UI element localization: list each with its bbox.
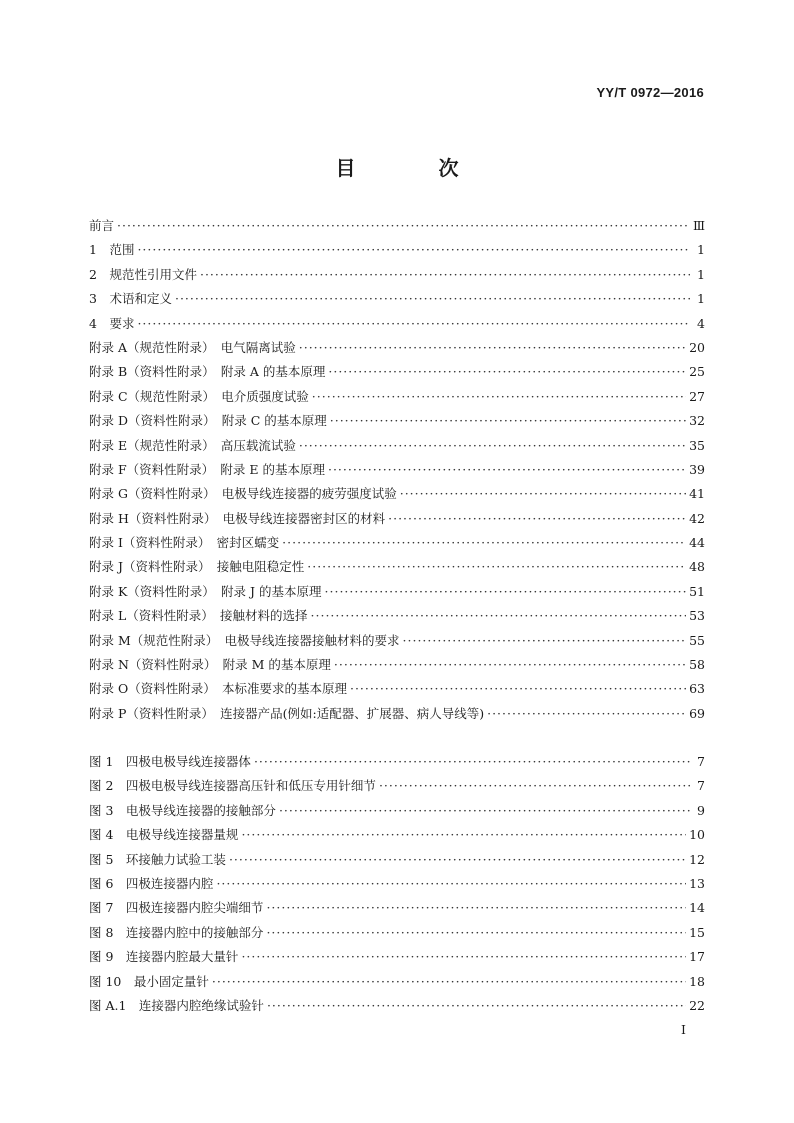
figure-entry-page: 7: [697, 778, 705, 794]
dot-leader: [311, 608, 687, 623]
figure-entry[interactable]: [89, 801, 705, 825]
toc-entry-page: 39: [689, 461, 705, 477]
figure-entry[interactable]: [89, 996, 705, 1020]
toc-entry-label: 4 要求: [89, 315, 135, 331]
dot-leader: [312, 389, 686, 404]
toc-entry-page: 32: [689, 413, 705, 429]
figure-entry-page: 9: [697, 802, 705, 818]
dot-leader: [328, 364, 686, 379]
dot-leader: [350, 681, 686, 696]
toc-entry-label: 附录 H（资料性附录） 电极导线连接器密封区的材料: [89, 510, 386, 526]
table-of-contents: [89, 216, 705, 728]
toc-entry-page: 44: [689, 535, 705, 551]
toc-entry[interactable]: [89, 362, 705, 386]
toc-entry[interactable]: [89, 338, 705, 362]
figure-entry-label: 图 3 电极导线连接器的接触部分: [89, 802, 276, 818]
toc-entry-page: 48: [689, 559, 705, 575]
figure-entry[interactable]: [89, 752, 705, 776]
dot-leader: [137, 316, 690, 331]
toc-entry[interactable]: [89, 606, 705, 630]
dot-leader: [400, 486, 686, 501]
dot-leader: [307, 559, 686, 574]
toc-entry-label: 1 范围: [89, 242, 135, 258]
dot-leader: [175, 291, 690, 306]
toc-entry-label: 2 规范性引用文件: [89, 266, 197, 282]
figure-entry[interactable]: [89, 947, 705, 971]
toc-entry[interactable]: [89, 265, 705, 289]
dot-leader: [216, 876, 686, 891]
figure-entry-label: 图 9 连接器内腔最大量针: [89, 949, 239, 965]
toc-entry[interactable]: [89, 631, 705, 655]
toc-entry-page: 35: [689, 437, 705, 453]
figure-entry-label: 图 10 最小固定量针: [89, 973, 209, 989]
toc-entry-page: 69: [689, 705, 705, 721]
dot-leader: [117, 218, 690, 233]
dot-leader: [266, 925, 686, 940]
toc-entry-label: 前言: [89, 218, 115, 233]
page-title: 目 次: [335, 156, 497, 180]
figure-entry-page: 13: [689, 875, 705, 891]
page-number: I: [681, 1022, 686, 1037]
toc-entry-label: 附录 O（资料性附录） 本标准要求的基本原理: [89, 681, 347, 697]
toc-entry-page: 58: [689, 657, 705, 673]
figure-entry[interactable]: [89, 850, 705, 874]
toc-entry[interactable]: [89, 216, 705, 240]
figure-entry-label: 图 A.1 连接器内腔绝缘试验针: [89, 997, 264, 1013]
dot-leader: [379, 778, 690, 793]
toc-entry-label: 附录 L（资料性附录） 接触材料的选择: [89, 608, 308, 624]
toc-entry-label: 附录 I（资料性附录） 密封区蠕变: [89, 535, 280, 551]
figure-entry-page: 17: [689, 949, 705, 965]
dot-leader: [299, 438, 686, 453]
figure-entry-page: 18: [689, 973, 705, 989]
toc-entry-page: 55: [689, 632, 705, 648]
dot-leader: [241, 827, 686, 842]
toc-entry[interactable]: [89, 533, 705, 557]
figure-entry-page: 15: [689, 924, 705, 940]
toc-entry[interactable]: [89, 704, 705, 728]
dot-leader: [388, 511, 686, 526]
dot-leader: [254, 754, 690, 769]
dot-leader: [328, 462, 686, 477]
document-code: YY/T 0972—2016: [596, 85, 704, 100]
toc-entry-label: 附录 B（资料性附录） 附录 A 的基本原理: [89, 364, 326, 380]
figure-entry[interactable]: [89, 874, 705, 898]
toc-entry[interactable]: [89, 582, 705, 606]
toc-entry[interactable]: [89, 289, 705, 313]
toc-entry-label: 附录 D（资料性附录） 附录 C 的基本原理: [89, 413, 327, 429]
toc-entry[interactable]: [89, 314, 705, 338]
toc-entry[interactable]: [89, 411, 705, 435]
figure-entry-page: 12: [689, 851, 705, 867]
toc-entry-label: 附录 C（规范性附录） 电介质强度试验: [89, 388, 309, 404]
dot-leader: [200, 267, 690, 282]
toc-entry-label: 附录 M（规范性附录） 电极导线连接器接触材料的要求: [89, 632, 400, 648]
toc-entry-page: 20: [689, 339, 705, 355]
dot-leader: [487, 706, 686, 721]
figure-entry-label: 图 2 四极电极导线连接器高压针和低压专用针细节: [89, 778, 376, 794]
toc-entry-page: 63: [689, 681, 705, 697]
toc-entry-label: 附录 E（规范性附录） 高压载流试验: [89, 437, 296, 453]
figure-entry[interactable]: [89, 972, 705, 996]
dot-leader: [137, 242, 690, 257]
list-of-figures: [89, 752, 705, 1020]
toc-entry-page: 41: [689, 486, 705, 502]
figure-entry-page: 22: [689, 997, 705, 1013]
toc-entry-label: 3 术语和定义: [89, 291, 172, 307]
toc-entry[interactable]: [89, 436, 705, 460]
toc-entry[interactable]: [89, 484, 705, 508]
figure-entry[interactable]: [89, 776, 705, 800]
dot-leader: [403, 633, 687, 648]
toc-entry[interactable]: [89, 460, 705, 484]
figure-entry-label: 图 4 电极导线连接器量规: [89, 827, 239, 843]
toc-entry-page: 53: [689, 608, 705, 624]
figure-entry-page: 10: [689, 827, 705, 843]
figure-entry[interactable]: [89, 898, 705, 922]
dot-leader: [267, 998, 686, 1013]
toc-entry[interactable]: [89, 509, 705, 533]
dot-leader: [241, 949, 686, 964]
toc-entry-page: 27: [689, 388, 705, 404]
figure-entry-label: 图 8 连接器内腔中的接触部分: [89, 924, 264, 940]
toc-entry-page: 1: [697, 242, 705, 258]
toc-entry[interactable]: [89, 387, 705, 411]
toc-entry-label: 附录 F（资料性附录） 附录 E 的基本原理: [89, 461, 325, 477]
toc-entry-label: 附录 N（资料性附录） 附录 M 的基本原理: [89, 657, 331, 673]
toc-entry-label: 附录 P（资料性附录） 连接器产品(例如:适配器、扩展器、病人导线等): [89, 705, 485, 721]
dot-leader: [299, 340, 686, 355]
toc-entry-label: 附录 A（规范性附录） 电气隔离试验: [89, 339, 296, 355]
dot-leader: [279, 803, 690, 818]
figure-entry-page: 7: [697, 754, 705, 769]
dot-leader: [334, 657, 686, 672]
toc-entry-page: 51: [689, 583, 705, 599]
toc-entry[interactable]: [89, 240, 705, 264]
toc-entry-page: 25: [689, 364, 705, 380]
figure-entry-label: 图 6 四极连接器内腔: [89, 875, 214, 891]
figure-entry[interactable]: [89, 923, 705, 947]
figure-entry-label: 图 1 四极电极导线连接器体: [89, 754, 251, 769]
dot-leader: [229, 852, 686, 867]
dot-leader: [282, 535, 686, 550]
toc-entry[interactable]: [89, 655, 705, 679]
toc-entry[interactable]: [89, 557, 705, 581]
dot-leader: [330, 413, 686, 428]
toc-entry-label: 附录 K（资料性附录） 附录 J 的基本原理: [89, 583, 322, 599]
toc-entry[interactable]: [89, 679, 705, 703]
toc-entry-label: 附录 J（资料性附录） 接触电阻稳定性: [89, 559, 305, 575]
figure-entry-page: 14: [689, 900, 705, 916]
toc-entry-page: 1: [697, 291, 705, 307]
figure-entry[interactable]: [89, 825, 705, 849]
dot-leader: [212, 974, 686, 989]
toc-entry-page: 1: [697, 266, 705, 282]
figure-entry-label: 图 5 环接触力试验工装: [89, 851, 226, 867]
toc-entry-label: 附录 G（资料性附录） 电极导线连接器的疲劳强度试验: [89, 486, 397, 502]
toc-entry-page: Ⅲ: [692, 218, 705, 233]
dot-leader: [325, 584, 687, 599]
figure-entry-label: 图 7 四极连接器内腔尖端细节: [89, 900, 264, 916]
dot-leader: [266, 900, 686, 915]
toc-entry-page: 42: [689, 510, 705, 526]
toc-entry-page: 4: [697, 315, 705, 331]
